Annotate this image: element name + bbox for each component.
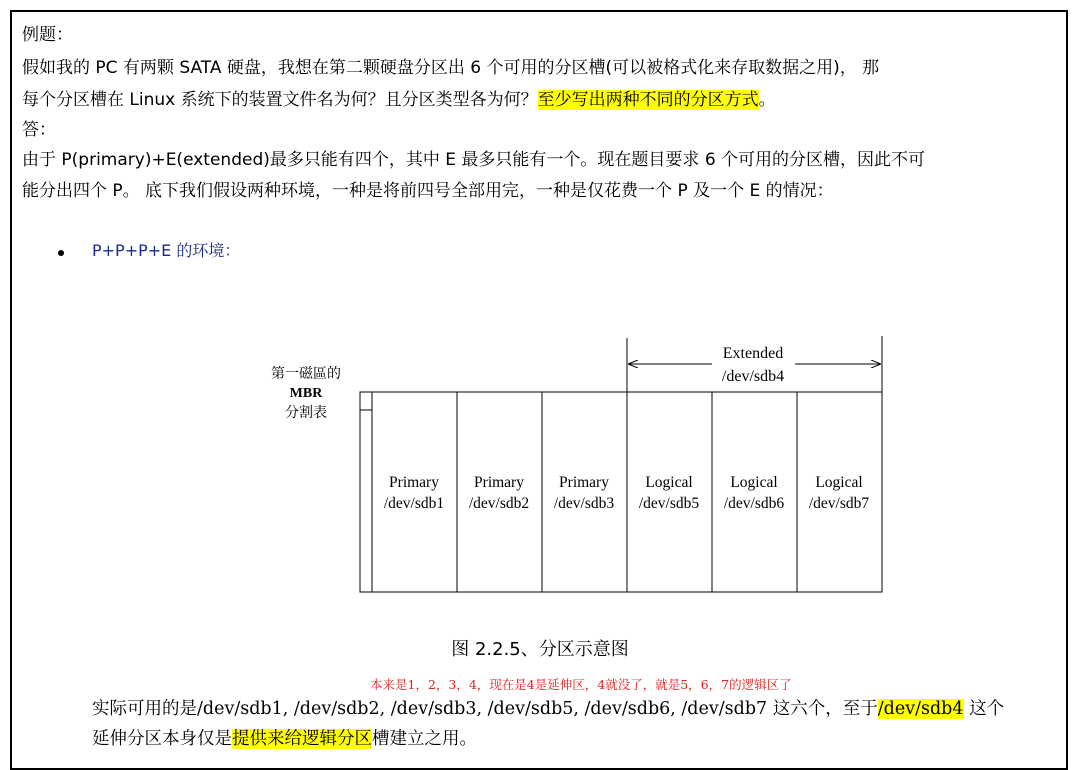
- partition-type-7: Logical: [815, 474, 863, 491]
- partition-dev-1: /dev/sdb1: [383, 495, 445, 512]
- answer-line-1: 由于 P(primary)+E(extended)最多只能有四个，其中 E 最多只能有一个。现在题目要求 6 个可用的分区槽，因此不可: [22, 150, 926, 170]
- mbr-label-3: 分割表: [285, 406, 327, 421]
- extended-dev: /dev/sdb4: [721, 368, 785, 385]
- mbr-label-1: 第一磁區的: [271, 367, 341, 382]
- disk-box: [360, 392, 882, 592]
- conclusion-text-1: 实际可用的是/dev/sdb1, /dev/sdb2, /dev/sdb3, /dev/sdb5, /dev/sdb6, /dev/sdb7 这六个，至于: [92, 699, 878, 719]
- conclusion-text-1b: 这个: [963, 699, 1005, 719]
- partition-dev-3: /dev/sdb3: [553, 495, 615, 512]
- figure-caption: 图 2.2.5、分区示意图: [451, 639, 629, 660]
- partition-type-3: Primary: [559, 474, 609, 491]
- conclusion-text-2: 延伸分区本身仅是: [92, 729, 232, 749]
- mbr-label-2: MBR: [289, 386, 323, 401]
- conclusion-highlight-1: /dev/sdb4: [877, 699, 964, 719]
- bullet-item: P+P+P+E 的环境：: [92, 241, 241, 260]
- conclusion-line-2: [92, 726, 477, 752]
- question-text: 每个分区槽在 Linux 系统下的装置文件名为何？且分区类型各为何？: [22, 90, 538, 110]
- partition-type-5: Logical: [645, 474, 693, 491]
- partition-dev-6: /dev/sdb6: [723, 495, 785, 512]
- question-highlight: 至少写出两种不同的分区方式: [537, 90, 759, 110]
- partition-type-2: Primary: [474, 474, 524, 491]
- partition-dev-5: /dev/sdb5: [638, 495, 700, 512]
- answer-label: 答：: [22, 120, 56, 140]
- example-label: 例题：: [22, 25, 73, 45]
- question-line-1: 假如我的 PC 有两颗 SATA 硬盘，我想在第二颗硬盘分区出 6 个可用的分区槽(可以被格式化来存取数据之用)， 那: [22, 58, 880, 78]
- conclusion-text-2b: 槽建立之用。: [372, 729, 477, 749]
- partition-type-6: Logical: [730, 474, 778, 491]
- partition-dev-7: /dev/sdb7: [808, 495, 870, 512]
- extended-label: Extended: [722, 345, 784, 362]
- partition-dev-2: /dev/sdb2: [468, 495, 530, 512]
- answer-line-2: 能分出四个 P。 底下我们假设两种环境，一种是将前四号全部用完，一种是仅花费一个 P 及一个 E 的情况：: [22, 181, 834, 201]
- conclusion-highlight-2: 提供来给逻辑分区: [232, 729, 372, 749]
- question-end: 。: [758, 90, 776, 110]
- red-annotation: 本来是1，2，3，4，现在是4是延伸区，4就没了，就是5，6，7的逻辑区了: [370, 677, 792, 692]
- partition-type-1: Primary: [389, 474, 439, 491]
- conclusion-line-1: [92, 696, 1004, 722]
